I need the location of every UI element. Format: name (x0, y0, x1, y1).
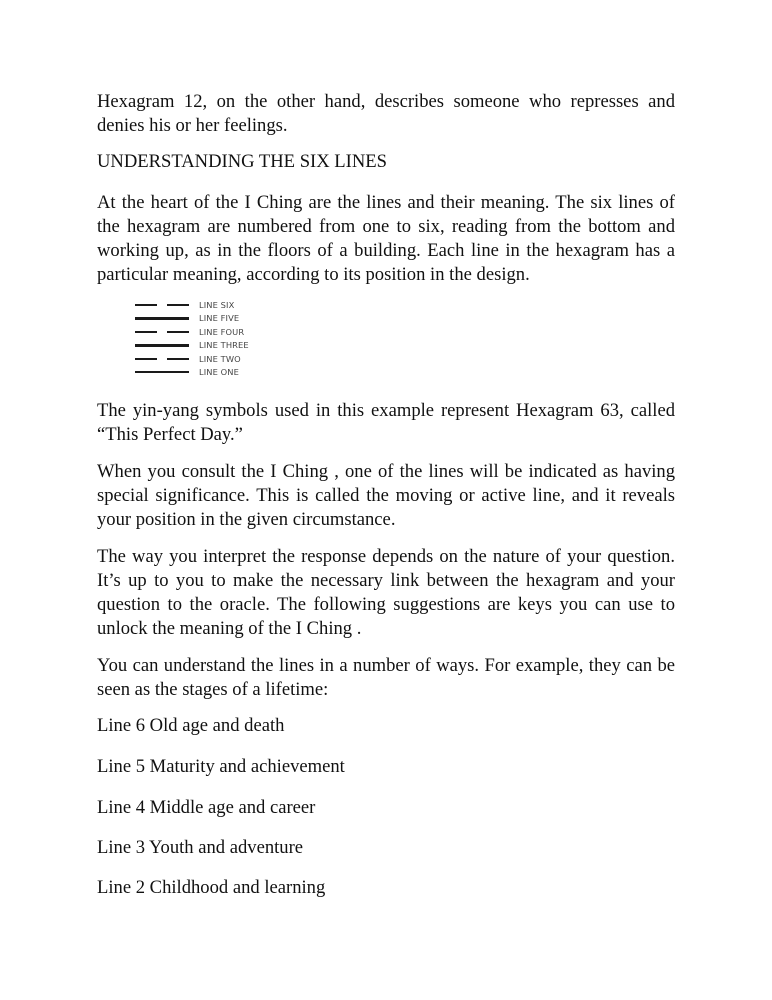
hexagram-line-six (135, 299, 295, 312)
hexagram-line-label: LINE FIVE (199, 313, 240, 324)
paragraph-moving-line: When you consult the I Ching , one of the lines will be indicated as having special significance. This is called the moving or active line, and it reveals your position in the given circumstance. (97, 461, 675, 530)
yang-line (135, 344, 189, 346)
list-item: Line 5 Maturity and achievement (97, 756, 345, 777)
hexagram-line-label: LINE TWO (199, 353, 241, 364)
hexagram-line-label: LINE THREE (199, 340, 249, 351)
hexagram-line-label: LINE FOUR (199, 326, 245, 337)
hexagram-line-two (135, 353, 295, 366)
hexagram-line-one (135, 366, 295, 379)
list-item: Line 2 Childhood and learning (97, 877, 326, 898)
yin-line-segment (135, 358, 157, 360)
yang-line (135, 371, 189, 373)
paragraph-hexagram-63: The yin-yang symbols used in this example represent Hexagram 63, called “This Perfect Day.” (97, 400, 675, 445)
yin-line-segment (167, 358, 189, 360)
paragraph-interpretation: The way you interpret the response depends on the nature of your question. It’s up to you to make the necessary link between the hexagram and your question to the oracle. The following suggestions are keys you can use to unlock the meaning of the I Ching . (97, 546, 675, 639)
yang-line (135, 317, 189, 319)
paragraph-six-lines: At the heart of the I Ching are the lines and their meaning. The six lines of the hexagram are numbered from one to six, reading from the bottom and working up, as in the floors of a building. Each line in the hexagram has a particular meaning, according to its position in the design. (97, 192, 675, 285)
hexagram-line-label: LINE ONE (199, 367, 239, 377)
section-heading: UNDERSTANDING THE SIX LINES (97, 151, 387, 172)
list-item: Line 3 Youth and adventure (97, 837, 304, 858)
yin-line-segment (135, 304, 157, 306)
yin-line-segment (167, 304, 189, 306)
yin-line-segment (135, 331, 157, 333)
list-item: Line 6 Old age and death (97, 715, 285, 736)
hexagram-line-label: LINE SIX (199, 300, 235, 310)
hexagram-line-four (135, 326, 295, 339)
paragraph-hexagram-12: Hexagram 12, on the other hand, describes someone who represses and denies his or her feelings. (97, 91, 675, 136)
hexagram-line-five (135, 312, 295, 325)
hexagram-diagram (135, 299, 295, 379)
list-item: Line 4 Middle age and career (97, 797, 316, 818)
yin-line-segment (167, 331, 189, 333)
paragraph-lifetime-intro: You can understand the lines in a number of ways. For example, they can be seen as the stages of a lifetime: (97, 655, 675, 700)
hexagram-line-three (135, 339, 295, 352)
